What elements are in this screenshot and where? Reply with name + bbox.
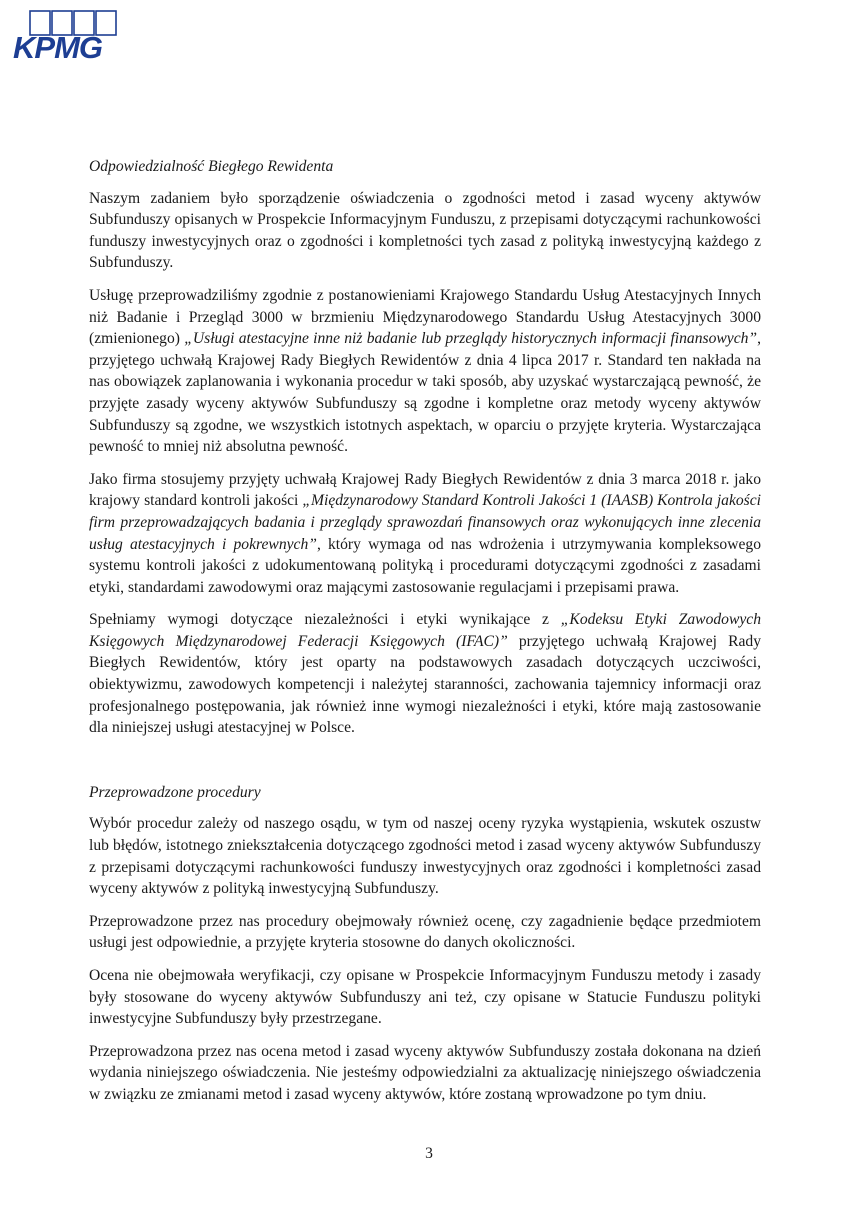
document-body <box>89 156 761 1106</box>
paragraph: Jako firma stosujemy przyjęty uchwałą Krajowej Rady Biegłych Rewidentów z dnia 3 marca 2018 r. jako krajowy standard kontroli jakości „Międzynarodowy Standard Kontroli Jakości 1 (IAASB) Kontrola jakości firm przeprowadzających badania i przeglądy sprawozdań finansowych oraz wykonujących inne zlecenia usług atestacyjnych i pokrewnych”, który wymaga od nas wdrożenia i utrzymywania kompleksowego systemu kontroli jakości z udokumentowaną polityką i procedurami dotyczącymi zgodności z zasadami etyki, standardami zawodowymi oraz mającymi zastosowanie regulacjami i przepisami prawa. <box>89 470 761 596</box>
kpmg-logo <box>10 8 122 64</box>
paragraph: Przeprowadzona przez nas ocena metod i zasad wyceny aktywów Subfunduszy została dokonana na dzień wydania niniejszego oświadczenia. Nie jesteśmy odpowiedzialni za aktualizację niniejszego oświadczenia w związku ze zmianami metod i zasad wyceny aktywów, które zostaną wprowadzone po tym dniu. <box>89 1042 761 1103</box>
section-heading-responsibility: Odpowiedzialność Biegłego Rewidenta <box>89 158 334 175</box>
paragraph: Wybór procedur zależy od naszego osądu, w tym od naszej oceny ryzyka wystąpienia, wskutek oszustw lub błędów, istotnego zniekształcenia dotyczącego zgodności metod i zasad wyceny aktywów Subfunduszy z przepisami dotyczącymi rachunkowości funduszy inwestycyjnych oraz zgodności i kompletności zasad wyceny aktywów z polityką inwestycyjną Subfunduszy. <box>89 815 761 898</box>
paragraph: Przeprowadzone przez nas procedury obejmowały również ocenę, czy zagadnienie będące przedmiotem usługi jest odpowiednie, a przyjęte kryteria stosowne do danych okoliczności. <box>89 912 761 952</box>
logo-text: KPMG <box>13 30 102 64</box>
paragraph: Usługę przeprowadziliśmy zgodnie z postanowieniami Krajowego Standardu Usług Atestacyjnych Innych niż Badanie i Przegląd 3000 w brzmieniu Międzynarodowego Standardu Usług Atestacyjnych 3000 (zmienionego) „Usługi atestacyjne inne niż badanie lub przeglądy historycznych informacji finansowych”, przyjętego uchwałą Krajowej Rady Biegłych Rewidentów z dnia 4 lipca 2017 r. Standard ten nakłada na nas obowiązek zaplanowania i wykonania procedur w taki sposób, aby uzyskać wystarczającą pewność, że przyjęte zasady wyceny aktywów Subfunduszy są zgodne i kompletne oraz metody wyceny aktywów Subfunduszy są zgodne, we wszystkich istotnych aspektach, w oparciu o przyjęte kryteria. Wystarczająca pewność to mniej niż absolutna pewność. <box>89 286 762 456</box>
paragraph: Spełniamy wymogi dotyczące niezależności i etyki wynikające z „Kodeksu Etyki Zawodowych Księgowych Międzynarodowej Federacji Księgowych (IFAC)” przyjętego uchwałą Krajowej Rady Biegłych Rewidentów, który jest oparty na podstawowych zasadach dotyczących uczciwości, obiektywizmu, zawodowych kompetencji i należytej staranności, zachowania tajemnicy informacji oraz profesjonalnego postępowania, jak również inne wymogi niezależności i etyki, które mają zastosowanie dla niniejszej usługi atestacyjnej w Polsce. <box>89 611 762 737</box>
paragraph: Ocena nie obejmowała weryfikacji, czy opisane w Prospekcie Informacyjnym Funduszu metody i zasady były stosowane do wyceny aktywów Subfunduszy ani też, czy opisane w Statucie Funduszu polityki inwestycyjne Subfunduszy były przestrzegane. <box>89 967 761 1028</box>
section-heading-procedures: Przeprowadzone procedury <box>89 783 261 801</box>
page-number: 3 <box>425 1145 433 1162</box>
paragraph: Naszym zadaniem było sporządzenie oświadczenia o zgodności metod i zasad wyceny aktywów Subfunduszy opisanych w Prospekcie Informacyjnym Funduszu, z przepisami dotyczącymi rachunkowości funduszy inwestycyjnych oraz o zgodności i kompletności tych zasad z polityką inwestycyjną każdego z Subfunduszy. <box>89 189 761 272</box>
